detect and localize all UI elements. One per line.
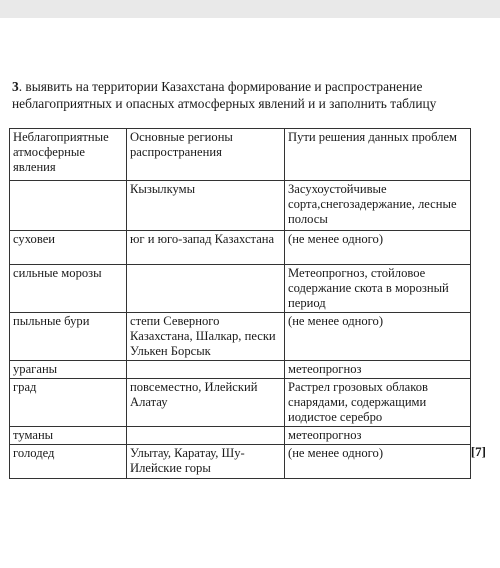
cell-region: Улытау, Каратау, Шу-Илейские горы: [127, 445, 285, 479]
cell-solution: (не менее одного): [285, 231, 471, 265]
cell-solution: Растрел грозовых облаков снарядами, содержащими иодистое серебро: [285, 379, 471, 427]
header-regions: Основные регионы распространения: [127, 129, 285, 181]
table-row: [10, 361, 471, 379]
top-strip: [0, 0, 500, 18]
cell-region: [127, 427, 285, 445]
table-row: [10, 231, 471, 265]
header-solutions: Пути решения данных проблем: [285, 129, 471, 181]
cell-solution: метеопрогноз: [285, 361, 471, 379]
table-row: [10, 265, 471, 313]
cell-phenomenon: голодед: [10, 445, 127, 479]
task-number: 3: [12, 79, 19, 94]
table-row: [10, 313, 471, 361]
cell-phenomenon: туманы: [10, 427, 127, 445]
table-row: [10, 445, 471, 479]
table-row: [10, 379, 471, 427]
cell-solution: Метеопрогноз, стойловое содержание скота в морозный период: [285, 265, 471, 313]
cell-region: степи Северного Казахстана, Шалкар, пески Улькен Борсык: [127, 313, 285, 361]
task-text: . выявить на территории Казахстана формирование и распространение неблагоприятных и опасных атмосферных явлений и и заполнить таблицу: [12, 79, 437, 111]
table-row: [10, 427, 471, 445]
cell-region: повсеместно, Илейский Алатау: [127, 379, 285, 427]
cell-solution: метеопрогноз: [285, 427, 471, 445]
cell-phenomenon: град: [10, 379, 127, 427]
table-header-row: [10, 129, 471, 181]
cell-phenomenon: [10, 181, 127, 231]
task-statement: [12, 78, 488, 112]
score-mark: [7]: [470, 444, 486, 459]
cell-phenomenon: суховеи: [10, 231, 127, 265]
cell-region: [127, 361, 285, 379]
cell-region: юг и юго-запад Казахстана: [127, 231, 285, 265]
cell-solution: Засухоустойчивые сорта,снегозадержание, лесные полосы: [285, 181, 471, 231]
cell-solution: (не менее одного): [285, 313, 471, 361]
cell-phenomenon: ураганы: [10, 361, 127, 379]
cell-region: Кызылкумы: [127, 181, 285, 231]
cell-region: [127, 265, 285, 313]
cell-solution: (не менее одного): [285, 445, 471, 479]
header-phenomena: Неблагоприятные атмосферные явления: [10, 129, 127, 181]
cell-phenomenon: сильные морозы: [10, 265, 127, 313]
cell-phenomenon: пыльные бури: [10, 313, 127, 361]
phenomena-table: [9, 128, 471, 479]
table-row: [10, 181, 471, 231]
